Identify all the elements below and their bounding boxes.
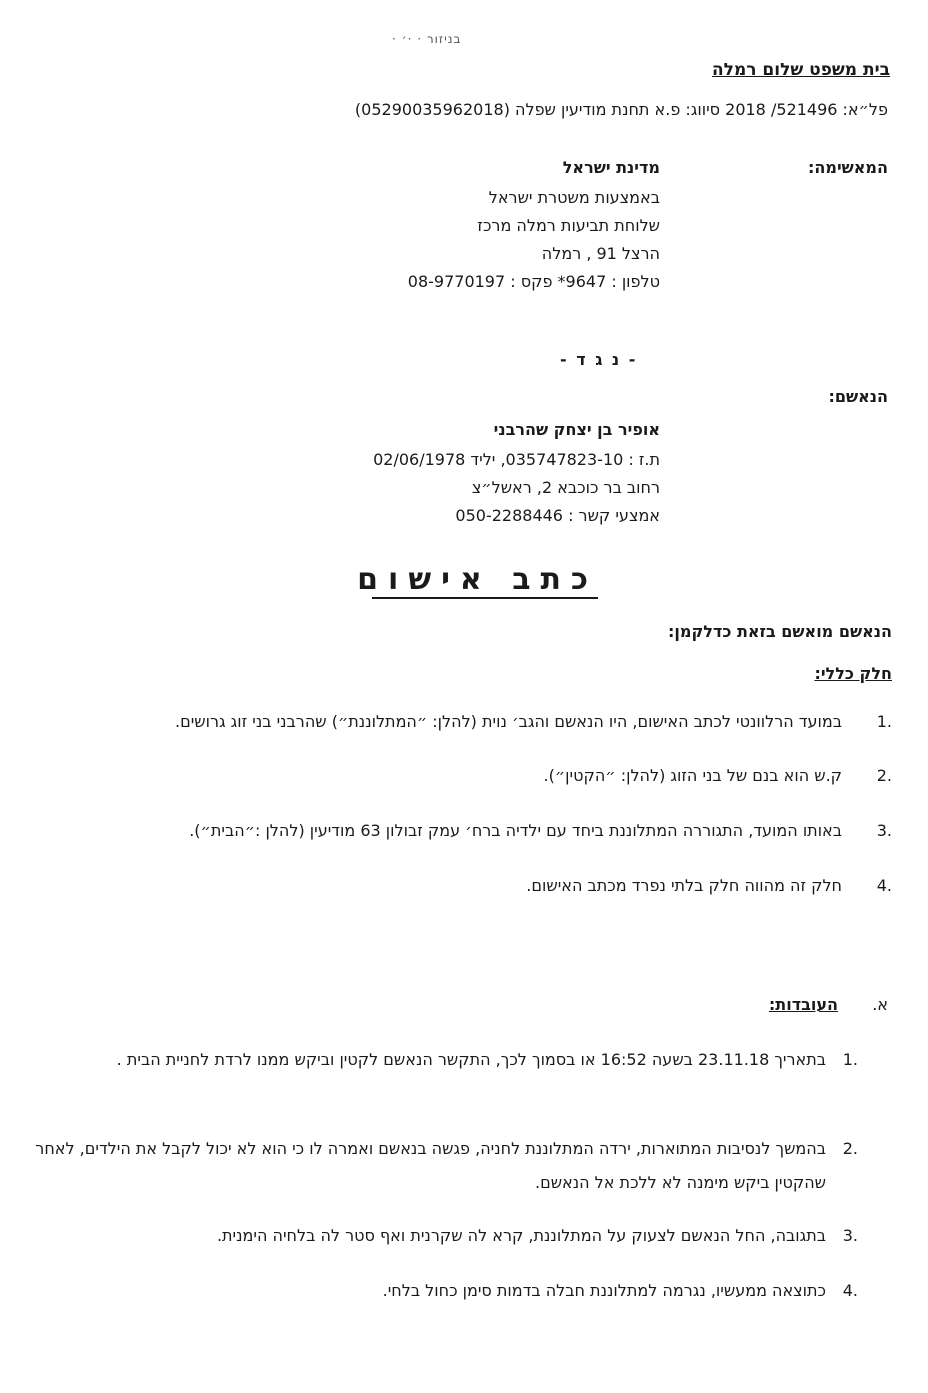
general-item-text: במועד הרלוונטי לכתב האישום, היו הנאשם והגב׳ נוית (להלן: ״המתלוננת״) שהרבני בני זוג גרושים.: [174, 712, 842, 731]
general-item-number: 3.: [876, 821, 892, 840]
general-item-number: 4.: [876, 876, 892, 895]
charged-heading: הנאשם מואשם בזאת כדלקמן:: [667, 622, 892, 641]
general-item-text: באותו המועד, התגוררה המתלוננת ביחד עם ילדיה ברח׳ עמק זבולון 63 מודיעין (להלן :״הבית״).: [189, 821, 842, 840]
facts-item-number: 2.: [842, 1139, 858, 1158]
prosecution-line: מדינת ישראל: [562, 158, 660, 177]
prosecution-line: שלוחת תביעות רמלה מרכז: [477, 216, 660, 235]
prosecution-line: באמצעות משטרת ישראל: [488, 188, 660, 207]
facts-item-number: 3.: [842, 1226, 858, 1245]
facts-item-number: 1.: [842, 1050, 858, 1069]
versus-label: - נ ג ד -: [560, 350, 638, 369]
accused-line: רחוב בר כוכבא 2, ראשל״צ: [471, 478, 660, 497]
facts-item-text: בתגובה, החל הנאשם לצעוק על המתלוננת, קרא לה שקרנית ואף סטר לה בלחיה הימנית.: [216, 1226, 826, 1245]
general-item-number: 1.: [876, 712, 892, 731]
general-item-text: ק.ש הוא בנם של בני הזוג (להלן: ״הקטין״).: [543, 766, 842, 785]
court-name: בית משפט שלום רמלה: [711, 60, 890, 80]
facts-item-text: כתוצאה ממעשיו, נגרמה למתלוננת חבלה בדמות סימן כחול בלחי.: [382, 1281, 826, 1300]
prosecution-line: הרצל 91 , רמלה: [541, 244, 660, 263]
general-item-text: חלק זה מהווה חלק בלתי נפרד מכתב האישום.: [526, 876, 842, 895]
general-item-number: 2.: [876, 766, 892, 785]
facts-item-text: בתאריך 23.11.18 בשעה 16:52 או בסמוך לכך, התקשר הנאשם לקטין וביקש ממנו לרדת לחניית הבית .: [116, 1050, 826, 1069]
stamp-mark: בניזור · ·׳ ·: [392, 32, 462, 46]
facts-item-text: בהמשך לנסיבות המתוארות, ירדה המתלוננת לחניה, פגשה בנאשם ואמרה לו כי הוא לא יכול לקבל את הילדים, לאחר שהקטין ביקש מימנה לא ללכת אל הנאשם.: [35, 1139, 826, 1192]
prosecution-line: טלפון : 9647* פקס : 08-9770197: [407, 272, 660, 291]
facts-item-number: 4.: [842, 1281, 858, 1300]
general-section-heading: חלק כללי:: [814, 664, 892, 683]
accused-label: הנאשם:: [828, 387, 888, 406]
document-title: כתב אישום: [357, 562, 598, 597]
accused-line: אופיר בן יצחק שהרבני: [493, 420, 660, 439]
facts-section-heading: העובדות:: [768, 995, 838, 1014]
facts-section-letter: א.: [872, 995, 888, 1014]
accused-line: אמצעי קשר : 050-2288446: [455, 506, 660, 525]
prosecution-label: המאשימה:: [807, 158, 888, 177]
case-line: פל״א: 521496/ 2018 סיווג: פ.א תחנת מודיעין שפלה (05290035962018): [354, 100, 888, 119]
accused-line: ת.ז : 035747823-10, יליד 02/06/1978: [373, 450, 660, 469]
